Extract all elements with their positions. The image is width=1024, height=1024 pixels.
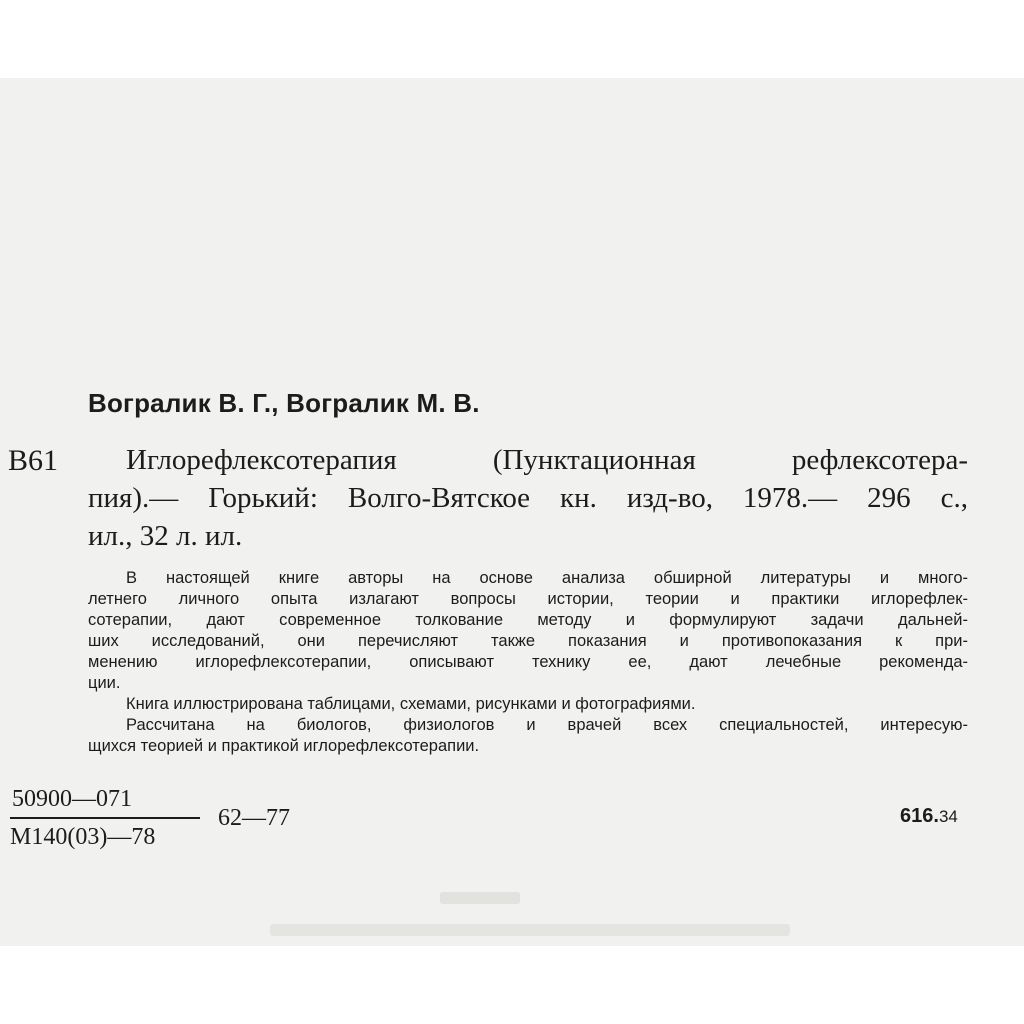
annotation-line: щихся теорией и практикой иглорефлексотерапии. <box>88 737 480 755</box>
udc-code <box>900 805 958 828</box>
authors-heading: Вогралик В. Г., Вогралик М. В. <box>88 388 480 418</box>
annotation-line: сотерапии, дают современное толкование методу и формулируют задачи дальней- <box>88 611 968 629</box>
udc-main: 616. <box>900 805 939 827</box>
bleed-through-mark <box>270 924 790 936</box>
annotation-line: В настоящей книге авторы на основе анализа обширной литературы и много- <box>126 569 968 587</box>
entry-line: ил., 32 л. ил. <box>88 520 243 552</box>
annotation-line: менению иглорефлексотерапии, описывают технику ее, дают лечебные рекоменда- <box>88 653 968 671</box>
bibliographic-entry <box>88 441 968 555</box>
annotation <box>88 568 968 757</box>
annotation-line: ших исследований, они перечисляют также показания и противопоказания к при- <box>88 632 968 650</box>
code-denominator: М140(03)—78 <box>10 824 156 850</box>
annotation-line: Рассчитана на биологов, физиологов и врачей всех специальностей, интересую- <box>126 716 968 734</box>
annotation-line: летнего личного опыта излагают вопросы истории, теории и практики иглорефлек- <box>88 590 968 608</box>
bleed-through-mark <box>440 892 520 904</box>
annotation-line: Книга иллюстрирована таблицами, схемами, рисунками и фотографиями. <box>126 695 696 713</box>
bleed-through-text <box>0 886 1024 946</box>
code-numerator: 50900—071 <box>12 786 132 812</box>
bbk-code: В61 <box>8 444 59 477</box>
order-code: 62—77 <box>218 805 290 831</box>
entry-line: Иглорефлексотерапия (Пунктационная рефлексотера- <box>126 444 968 476</box>
udc-sub: 34 <box>938 807 958 826</box>
entry-line: пия).— Горький: Волго-Вятское кн. изд-во, 1978.— 296 с., <box>88 482 968 514</box>
fraction-divider <box>10 817 200 819</box>
annotation-line: ции. <box>88 674 121 692</box>
